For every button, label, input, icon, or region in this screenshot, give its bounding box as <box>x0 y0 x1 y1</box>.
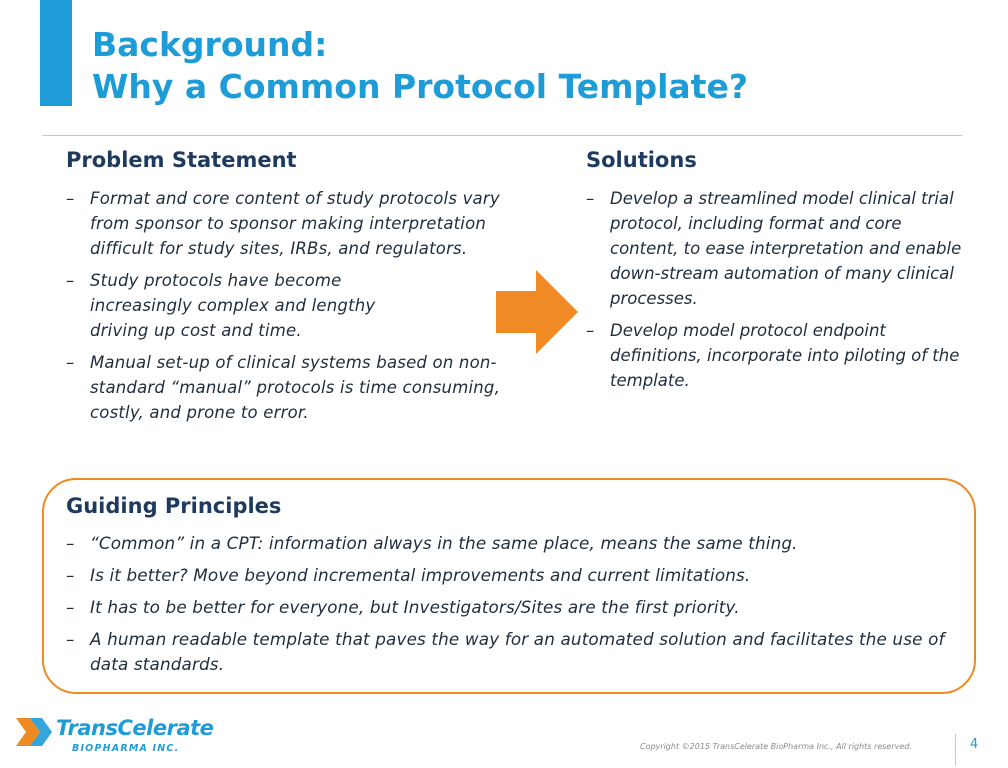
bullet-dash: – <box>66 597 75 617</box>
principle-bullet-text: It has to be better for everyone, but Investigators/Sites are the first priority. <box>90 597 740 617</box>
solutions-heading: Solutions <box>586 148 697 172</box>
bullet-dash: – <box>66 565 75 585</box>
problem-bullet <box>66 268 436 343</box>
transcelerate-logo-mark <box>16 718 56 746</box>
solution-bullet-text: Develop model protocol endpoint definitions, incorporate into piloting of the template. <box>610 321 960 390</box>
bullet-dash: – <box>66 189 75 208</box>
principle-bullet-text: A human readable template that paves the way for an automated solution and facilitates the use of data standards. <box>90 629 945 674</box>
guiding-principles-list <box>66 531 966 684</box>
principle-bullet <box>66 563 966 588</box>
right-arrow-icon <box>496 270 578 354</box>
solutions-list <box>586 186 962 400</box>
copyright-notice: Copyright ©2015 TransCelerate BioPharma Inc., All rights reserved. <box>640 742 912 751</box>
principle-bullet <box>66 595 966 620</box>
title-divider <box>42 135 962 136</box>
problem-bullet-text: Study protocols have become increasingly complex and lengthy driving up cost and time. <box>90 271 376 340</box>
principle-bullet <box>66 531 966 556</box>
bullet-dash: – <box>586 321 595 340</box>
transcelerate-logo <box>16 716 214 762</box>
right-arrow-shape <box>496 270 578 354</box>
bullet-dash: – <box>66 271 75 290</box>
problem-bullet <box>66 186 544 261</box>
footer-separator <box>955 734 956 766</box>
problem-bullet-text: Format and core content of study protocols vary from sponsor to sponsor making interpretation difficult for study sites, IRBs, and regulators. <box>90 189 500 258</box>
principle-bullet-text: Is it better? Move beyond incremental improvements and current limitations. <box>90 565 751 585</box>
page-number: 4 <box>970 737 979 752</box>
solution-bullet <box>586 186 962 311</box>
slide-title-line-2: Why a Common Protocol Template? <box>92 67 748 106</box>
solution-bullet <box>586 318 962 393</box>
slide-title <box>92 24 748 108</box>
principle-bullet <box>66 627 966 677</box>
solution-bullet-text: Develop a streamlined model clinical trial protocol, including format and core content, to ease interpretation and enable down-stream automation of many clinical processes. <box>610 189 962 308</box>
problem-bullet-text: Manual set-up of clinical systems based on non-standard “manual” protocols is time consuming, costly, and prone to error. <box>90 353 501 422</box>
problem-statement-list <box>66 186 544 432</box>
bullet-dash: – <box>66 353 75 372</box>
slide-title-line-1: Background: <box>92 25 328 64</box>
bullet-dash: – <box>66 629 75 649</box>
logo-wordmark: TransCelerate <box>56 716 214 740</box>
bullet-dash: – <box>66 533 75 553</box>
bullet-dash: – <box>586 189 595 208</box>
problem-bullet <box>66 350 544 425</box>
logo-subtitle: BIOPHARMA INC. <box>72 743 180 754</box>
problem-statement-heading: Problem Statement <box>66 148 297 172</box>
guiding-principles-heading: Guiding Principles <box>66 494 282 518</box>
title-accent-bar <box>40 0 72 106</box>
principle-bullet-text: “Common” in a CPT: information always in the same place, means the same thing. <box>90 533 798 553</box>
